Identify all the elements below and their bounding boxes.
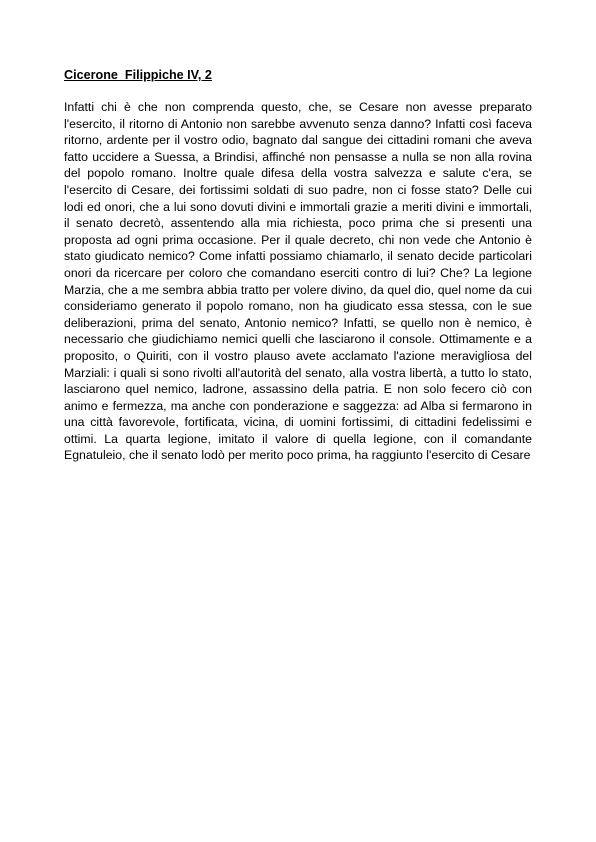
document-title: Cicerone Filippiche IV, 2 xyxy=(64,68,212,82)
document-body-paragraph: Infatti chi è che non comprenda questo, che, se Cesare non avesse preparato l'esercito, il ritorno di Antonio non sarebbe avvenuto senza danno? Infatti così faceva ritorno, ardente per il vostro odio, bagnato dal sangue dei cittadini romani che aveva fatto uccidere a Suessa, a Brindisi, affinché non pensasse a nulla se non alla rovina del popolo romano. Inoltre quale difesa della vostra salvezza e salute c'era, se l'esercito di Cesare, dei fortissimi soldati di suo padre, non ci fosse stato? Delle cui lodi ed onori, che a lui sono dovuti divini e immortali grazie a meriti divini e immortali, il senato decretò, assentendo alla mia richiesta, poco prima che si presenti una proposta ad ogni prima occasione. Per il quale decreto, chi non vede che Antonio è stato giudicato nemico? Come infatti possiamo chiamarlo, il senato decide particolari onori da ricercare per coloro che comandano eserciti contro di lui? Che? La legione Marzia, che a me sembra abbia tratto per volere divino, da quel dio, quel nome da cui consideriamo generato il popolo romano, non ha giudicato essa stessa, con le sue deliberazioni, prima del senato, Antonio nemico? Infatti, se quello non è nemico, è necessario che giudichiamo nemici quelli che lasciarono il console. Ottimamente e a proposito, o Quiriti, con il vostro plauso avete acclamato l'azione meravigliosa del Marziali: i quali si sono rivolti all'autorità del senato, alla vostra libertà, a tutto lo stato, lasciarono quel nemico, ladrone, assassino della patria. E non solo fecero ciò con animo e fermezza, ma anche con ponderazione e saggezza: ad Alba si fermarono in una città favorevole, fortificata, vicina, di uomini fortissimi, di cittadini fedelissimi e ottimi. La quarta legione, imitato il valore di quella legione, con il comandante Egnatuleio, che il senato lodò per merito poco prima, ha raggiunto l'esercito di Cesare xyxy=(64,100,532,463)
